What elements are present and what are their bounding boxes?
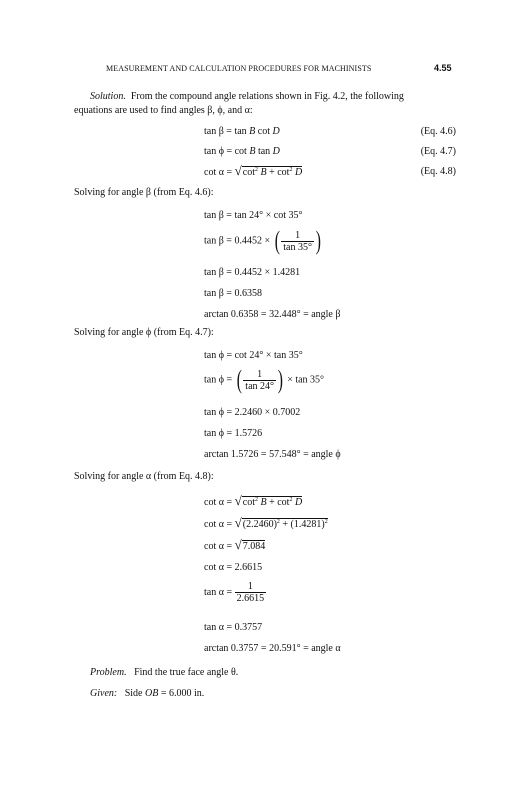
radical: $√\cot^2$ $B + \cot^2 D$ (234, 163, 303, 178)
running-header-title: MEASUREMENT AND CALCULATION PROCEDURES FOR MACHINISTS (106, 64, 372, 73)
phi-line-4: tan ϕ = 1.5726 (204, 428, 263, 439)
beta-line-5: arctan 0.6358 = 32.448° = angle β (204, 309, 341, 320)
intro-line-1 (90, 91, 404, 102)
problem-label: Problem. (90, 667, 127, 678)
alpha-line-6: tan α = 0.3757 (204, 622, 263, 633)
radical: $√\cot^2$ $B + \cot^2 D$ (234, 493, 303, 508)
alpha-line-1: $\cot \alpha = √\cot^2$ $B + \cot^2 D$ (204, 493, 303, 508)
alpha-line-2: $\cot \alpha = √(2.2460)^2 + (1.4281)^2$ (204, 515, 328, 530)
radical: $√(2.2460)^2 + (1.4281)^2$ (234, 515, 328, 530)
alpha-line-4: cot α = 2.6615 (204, 562, 263, 573)
beta-line-4: tan β = 0.6358 (204, 288, 262, 299)
intro-line-2: equations are used to find angles β, ϕ, and α: (74, 105, 253, 116)
phi-line-1: tan ϕ = cot 24° × tan 35° (204, 350, 303, 361)
phi-heading: Solving for angle ϕ (from Eq. 4.7): (74, 327, 214, 338)
fraction: $\frac{1}{2.6615}$ (236, 581, 265, 604)
given-line: Given: Side OB = 6.000 in. (90, 688, 205, 699)
given-label: Given: (90, 688, 118, 699)
problem-text: Find the true face angle θ. (134, 667, 239, 678)
equation-4-6: tan β = tan B cot D (204, 126, 280, 137)
solution-label: Solution. (90, 91, 126, 102)
phi-line-2: tan ϕ = ( $\frac{1}{\tan 24^\circ}$ ) × tan 35° (204, 365, 325, 394)
alpha-line-7: arctan 0.3757 = 20.591° = angle α (204, 643, 341, 654)
eq-ref-4-7: (Eq. 4.7) (420, 146, 456, 157)
eq-ref-4-6: (Eq. 4.6) (420, 126, 456, 137)
fraction: $\frac{1}{\tan 35^\circ}$ (283, 229, 312, 253)
alpha-line-3: cot α = √7.084 (204, 537, 266, 552)
alpha-heading: Solving for angle α (from Eq. 4.8): (74, 471, 214, 482)
radical: √7.084 (234, 537, 266, 552)
beta-line-1: tan β = tan 24° × cot 35° (204, 210, 303, 221)
fraction: $\frac{1}{\tan 24^\circ}$ (245, 368, 275, 392)
phi-line-3: tan ϕ = 2.2460 × 0.7002 (204, 407, 301, 418)
eq-ref-4-8: (Eq. 4.8) (420, 166, 456, 177)
equation-4-8: $\cot \alpha = √\cot^2$ $B + \cot^2 D$ (204, 163, 303, 178)
problem-line (90, 667, 238, 678)
alpha-line-5: tan α = $\frac{1}{2.6615}$ (204, 581, 265, 604)
beta-line-3: tan β = 0.4452 × 1.4281 (204, 267, 301, 278)
equation-4-7: tan ϕ = cot B tan D (204, 146, 280, 157)
phi-line-5: arctan 1.5726 = 57.548° = angle ϕ (204, 449, 341, 460)
beta-heading: Solving for angle β (from Eq. 4.6): (74, 187, 214, 198)
page-number: 4.55 (434, 63, 452, 73)
beta-line-2: tan β = 0.4452 × ( $\frac{1}{\tan 35^\circ}$ ) (204, 226, 321, 255)
intro-text-1: From the compound angle relations shown in Fig. 4.2, the following (130, 91, 404, 102)
